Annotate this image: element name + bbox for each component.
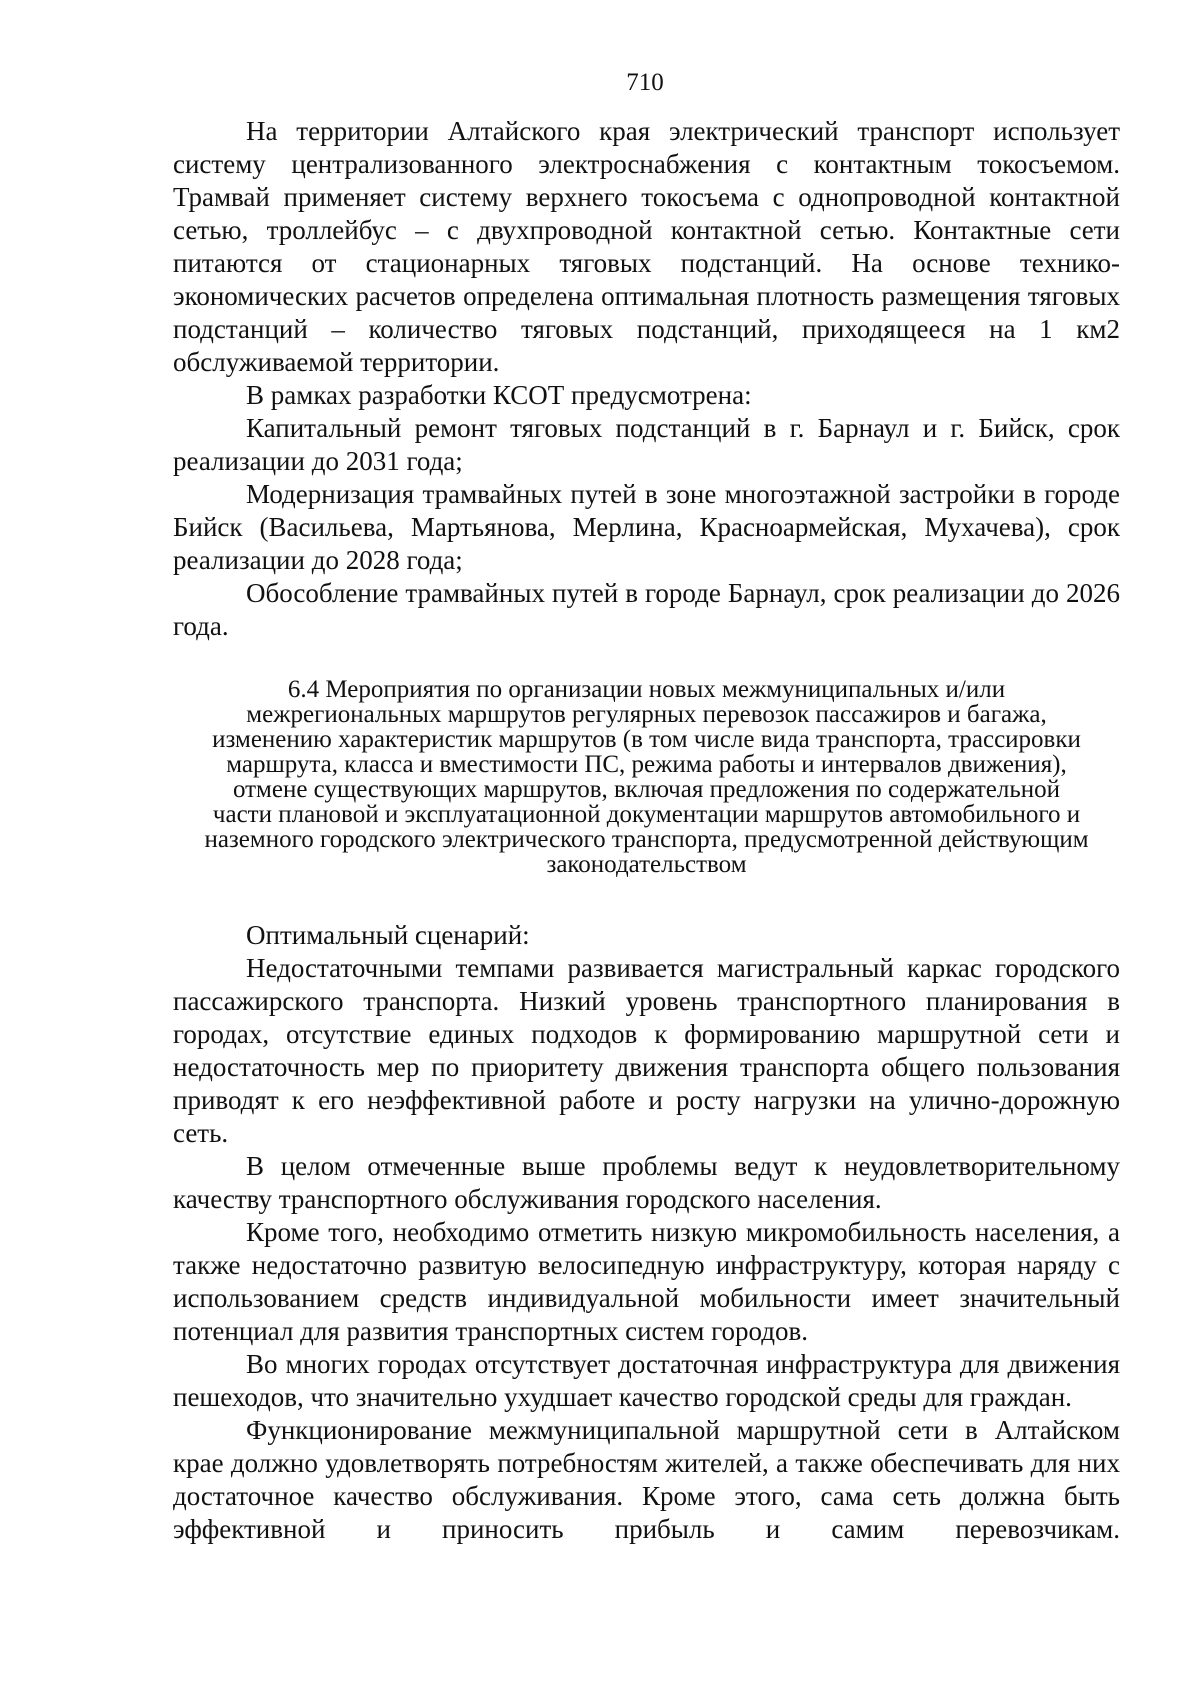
paragraph-micromobility: Кроме того, необходимо отметить низкую микромобильность населения, а также недостаточно развитую велосипедную инфраструктуру, которая наряду с использованием средств индивидуальной мобильности имеет значительный потенциал для развития транспортных систем городов.	[173, 1217, 1120, 1346]
heading-spacer	[173, 877, 1120, 919]
page-number: 710	[626, 69, 664, 96]
paragraph-substation-repair: Капитальный ремонт тяговых подстанций в г. Барнаул и г. Бийск, срок реализации до 2031 года;	[173, 413, 1120, 476]
paragraph-intermunicipal-network: Функционирование межмуниципальной маршрутной сети в Алтайском крае должно удовлетворять потребностям жителей, а также обеспечивать для них достаточное качество обслуживания. Кроме этого, сама сеть должна быть эффективной и приносить прибыль и самим перевозчикам.	[173, 1415, 1120, 1544]
document-body	[173, 115, 1120, 1546]
paragraph-optimal-scenario: Оптимальный сценарий:	[246, 920, 530, 950]
paragraph-tram-modernization: Модернизация трамвайных путей в зоне многоэтажной застройки в городе Бийск (Васильева, Мартьянова, Мерлина, Красноармейская, Мухачева), срок реализации до 2028 года;	[173, 479, 1120, 575]
paragraph-electric-transport: На территории Алтайского края электрический транспорт использует систему централизованного электроснабжения с контактным токосъемом. Трамвай применяет систему верхнего токосъема с однопроводной контактной сетью, троллейбус – с двухпроводной контактной сетью. Контактные сети питаются от стационарных тяговых подстанций. На основе технико-экономических расчетов определена оптимальная плотность размещения тяговых подстанций – количество тяговых подстанций, приходящееся на 1 км2 обслуживаемой территории.	[173, 116, 1120, 377]
paragraph-service-quality: В целом отмеченные выше проблемы ведут к неудовлетворительному качеству транспортного обслуживания городского населения.	[173, 1151, 1120, 1214]
paragraph-pedestrian-infrastructure: Во многих городах отсутствует достаточная инфраструктура для движения пешеходов, что значительно ухудшает качество городской среды для граждан.	[173, 1349, 1120, 1412]
paragraph-tram-isolation: Обособление трамвайных путей в городе Барнаул, срок реализации до 2026 года.	[173, 578, 1120, 641]
section-heading: 6.4 Мероприятия по организации новых межмуниципальных и/или межрегиональных маршрутов регулярных перевозок пассажиров и багажа, изменению характеристик маршрутов (в том числе вида транспорта, трассировки маршрута, класса и вместимости ПС, режима работы и интервалов движения), отмене существующих маршрутов, включая предложения по содержательной части плановой и эксплуатационной документации маршрутов автомобильного и наземного городского электрического транспорта, предусмотренной действующим законодательством	[204, 676, 1089, 878]
paragraph-ksot-intro: В рамках разработки КСОТ предусмотрена:	[246, 380, 752, 410]
paragraph-transport-framework: Недостаточными темпами развивается магистральный каркас городского пассажирского транспорта. Низкий уровень транспортного планирования в городах, отсутствие единых подходов к формированию маршрутной сети и недостаточность мер по приоритету движения транспорта общего пользования приводят к его неэффективной работе и росту нагрузки на улично-дорожную сеть.	[173, 953, 1120, 1148]
